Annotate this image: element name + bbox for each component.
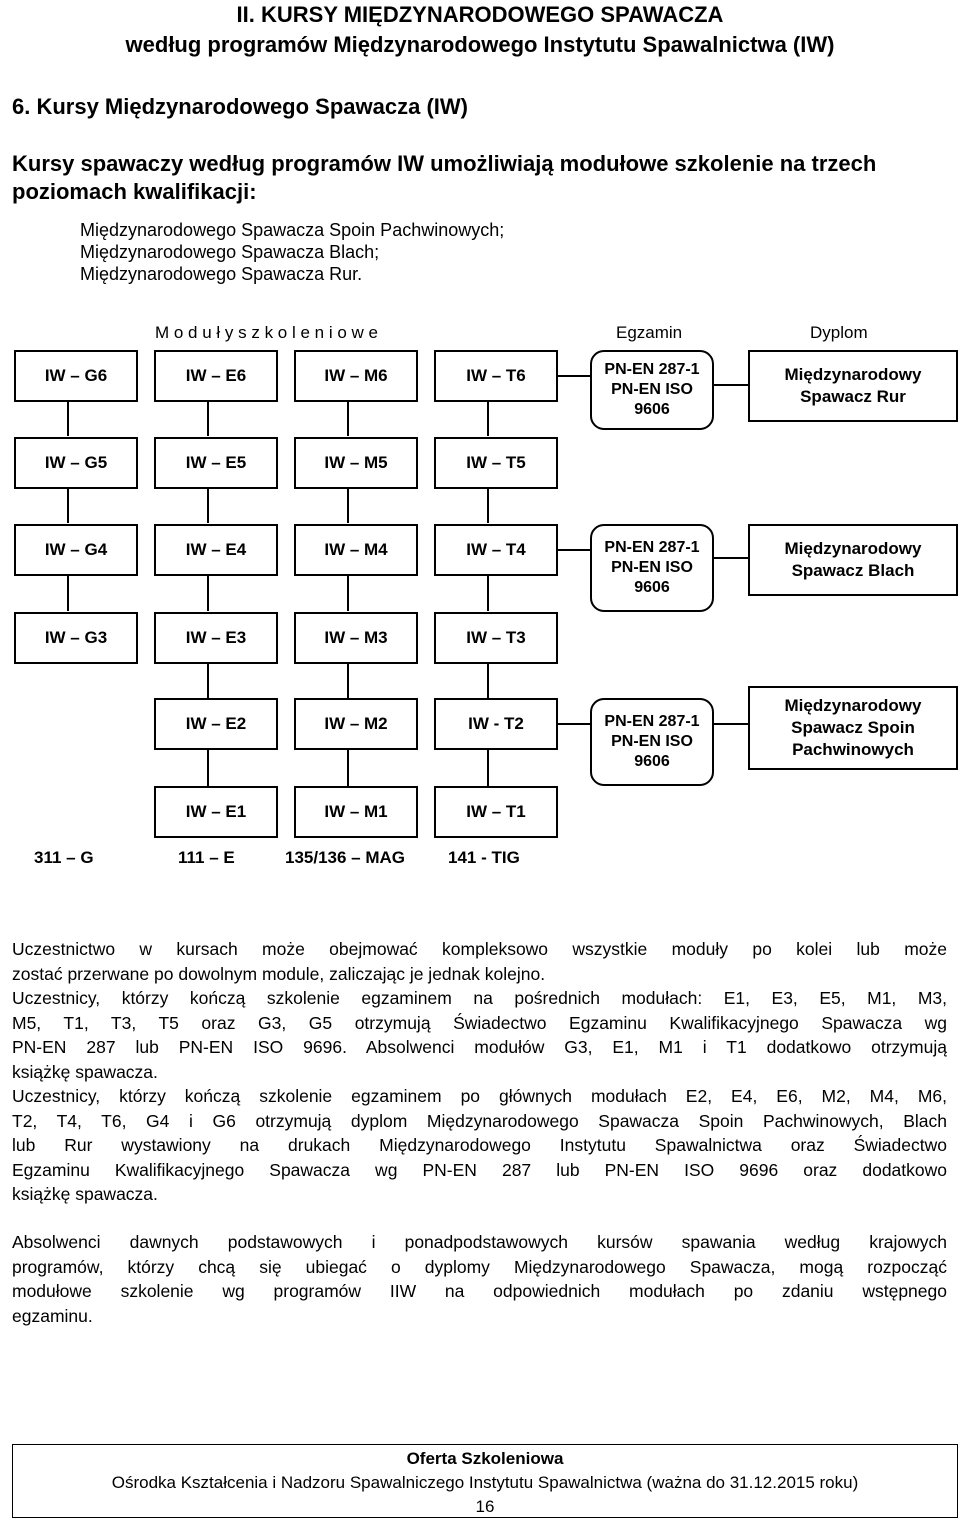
page-number: 16 (475, 1497, 495, 1516)
modules-header: M o d u ł y s z k o l e n i o w e (155, 323, 378, 342)
module-m6: IW – M6 (294, 350, 418, 402)
module-m4: IW – M4 (294, 524, 418, 576)
page-footer (12, 1444, 958, 1518)
exam-box-blach: PN-EN 287-1 PN-EN ISO 9606 (590, 524, 714, 612)
module-e2: IW – E2 (154, 698, 278, 750)
section-heading: 6. Kursy Międzynarodowego Spawacza (IW) (12, 94, 468, 119)
list-item: Międzynarodowego Spawacza Spoin Pachwinowych; (80, 220, 505, 240)
footer-title: Oferta Szkoleniowa (406, 1449, 564, 1468)
paragraph-graduates: Absolwenci dawnych podstawowych i ponadpodstawowych kursów spawania według krajowych programów, którzy chcą się ubiegać o dyplomy Międzynarodowego Spawacza, mogą rozpocząć modułowe szkolenie wg programów IIW na odpowiednich modułach po zdaniu wstępnego egzaminu. (12, 1232, 947, 1326)
module-e3: IW – E3 (154, 612, 278, 664)
list-item: Międzynarodowego Spawacza Rur. (80, 264, 363, 284)
module-g5: IW – G5 (14, 437, 138, 489)
module-m2: IW – M2 (294, 698, 418, 750)
module-t2: IW - T2 (434, 698, 558, 750)
intro-text: Kursy spawaczy według programów IW umożliwiają modułowe szkolenie na trzech poziomach kwalifikacji: (12, 151, 877, 204)
diploma-rur: Międzynarodowy Spawacz Rur (748, 350, 958, 422)
paragraph-participation: Uczestnictwo w kursach może obejmować kompleksowo wszystkie moduły po kolei lub może zostać przerwane po dowolnym module, zaliczając je jednak kolejno. (12, 939, 947, 984)
diploma-pachwinowe: Międzynarodowy Spawacz Spoin Pachwinowych (748, 686, 958, 770)
process-mma: 111 – E (178, 848, 235, 867)
module-e5: IW – E5 (154, 437, 278, 489)
module-m3: IW – M3 (294, 612, 418, 664)
module-g3: IW – G3 (14, 612, 138, 664)
module-t5: IW – T5 (434, 437, 558, 489)
module-e4: IW – E4 (154, 524, 278, 576)
paragraph-main: Uczestnicy, którzy kończą szkolenie egzaminem po głównych modułach E2, E4, E6, M2, M4, M6, T2, T4, T6, G4 i G6 otrzymują dyplom Międzynarodowego Spawacza Spoin Pachwinowych, Blach lub Rur wystawiony na drukach Międzynarodowego Instytutu Spawalnictwa oraz Świadectwo Egzaminu Kwalifikacyjnego Spawacza wg PN-EN 287 lub PN-EN ISO 9696 oraz dodatkowo książkę spawacza. (12, 1086, 947, 1204)
module-e6: IW – E6 (154, 350, 278, 402)
footer-subtitle: Ośrodka Kształcenia i Nadzoru Spawalniczego Instytutu Spawalnictwa (ważna do 31.12.2015 roku) (111, 1473, 859, 1492)
process-mag: 135/136 – MAG (285, 848, 406, 867)
document-title: II. KURSY MIĘDZYNARODOWEGO SPAWACZA (236, 2, 724, 27)
module-m5: IW – M5 (294, 437, 418, 489)
process-gas: 311 – G (34, 848, 94, 867)
module-m1: IW – M1 (294, 786, 418, 838)
exam-box-rur: PN-EN 287-1 PN-EN ISO 9606 (590, 350, 714, 430)
module-g4: IW – G4 (14, 524, 138, 576)
document-subtitle: według programów Międzynarodowego Instytutu Spawalnictwa (IW) (125, 32, 835, 57)
module-t1: IW – T1 (434, 786, 558, 838)
list-item: Międzynarodowego Spawacza Blach; (80, 242, 380, 262)
module-t4: IW – T4 (434, 524, 558, 576)
module-e1: IW – E1 (154, 786, 278, 838)
exam-header: Egzamin (616, 323, 683, 342)
module-g6: IW – G6 (14, 350, 138, 402)
process-tig: 141 - TIG (448, 848, 520, 867)
module-t6: IW – T6 (434, 350, 558, 402)
exam-box-pachwinowe: PN-EN 287-1 PN-EN ISO 9606 (590, 698, 714, 786)
module-t3: IW – T3 (434, 612, 558, 664)
diploma-blach: Międzynarodowy Spawacz Blach (748, 524, 958, 596)
paragraph-intermediate: Uczestnicy, którzy kończą szkolenie egzaminem na pośrednich modułach: E1, E3, E5, M1, M3, M5, T1, T3, T5 oraz G3, G5 otrzymują Świadectwo Egzaminu Kwalifikacyjnego Spawacza wg PN-EN 287 lub PN-EN ISO 9696. Absolwenci modułów G3, E1, M1 i T1 dodatkowo otrzymują książkę spawacza. (12, 988, 947, 1082)
diploma-header: Dyplom (810, 323, 868, 342)
